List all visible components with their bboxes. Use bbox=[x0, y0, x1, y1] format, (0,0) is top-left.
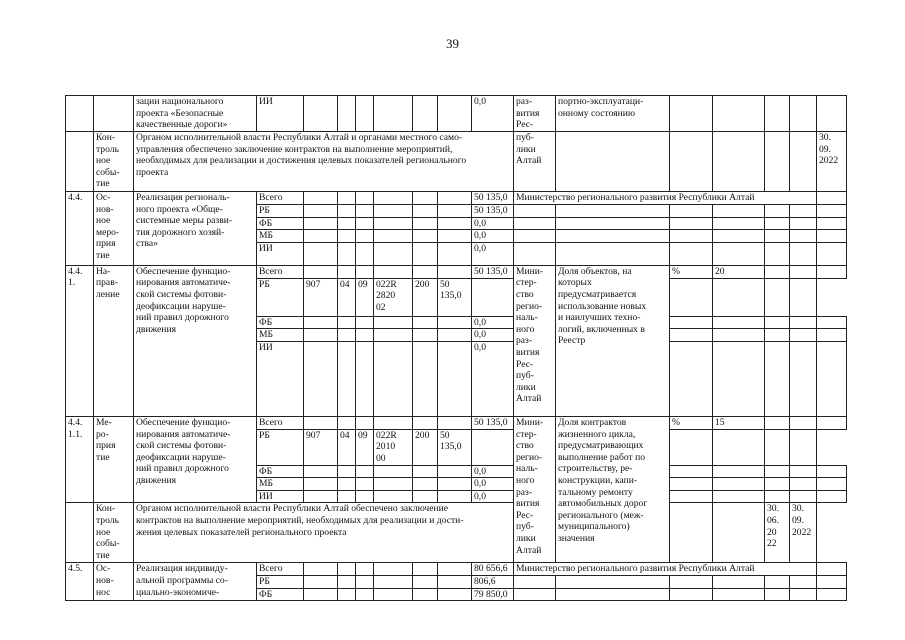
subsection-cell: 09 bbox=[356, 429, 374, 465]
source-cell: ИИ bbox=[257, 96, 304, 132]
source-cell: Всего bbox=[257, 563, 304, 576]
amount-cell: 0,0 bbox=[472, 329, 514, 342]
source-cell: ФБ bbox=[257, 316, 304, 329]
executor-cell: пуб- лики Алтай bbox=[514, 132, 556, 192]
table-row bbox=[66, 416, 847, 429]
amount-cell: 50 135,0 bbox=[438, 278, 472, 316]
source-cell: РБ bbox=[257, 278, 304, 316]
source-cell: ИИ bbox=[257, 490, 304, 503]
source-cell: МБ bbox=[257, 478, 304, 491]
executor-cell: Мини- стер- ство регио- наль- ного раз- вития Рес- пуб- лики Алтай bbox=[514, 265, 556, 416]
source-cell: РБ bbox=[257, 575, 304, 588]
source-cell: Всего bbox=[257, 192, 304, 205]
amount-cell: 50 135,0 bbox=[472, 192, 514, 205]
grbs-cell: 907 bbox=[304, 278, 338, 316]
amount-cell: 79 850,0 bbox=[472, 588, 514, 601]
source-cell: ФБ bbox=[257, 588, 304, 601]
source-cell: Всего bbox=[257, 416, 304, 429]
amount-cell: 0,0 bbox=[472, 465, 514, 478]
source-cell: МБ bbox=[257, 329, 304, 342]
row-number: 4.4. 1.1. bbox=[66, 416, 94, 502]
amount-cell: 0,0 bbox=[472, 230, 514, 243]
kind-cell: Кон- троль ное собы- тие bbox=[94, 503, 134, 563]
date-cell: 30. 06. 20 22 bbox=[765, 503, 790, 563]
row-number: 4.5. bbox=[66, 563, 94, 601]
indicator-cell: портно-эксплуатаци- онному состоянию bbox=[556, 96, 670, 132]
amount-cell: 0,0 bbox=[472, 478, 514, 491]
amount-cell: 0,0 bbox=[472, 341, 514, 416]
program-table bbox=[65, 95, 847, 601]
section-cell: 04 bbox=[338, 429, 356, 465]
table-row bbox=[66, 503, 847, 563]
source-cell: ИИ bbox=[257, 341, 304, 416]
name-cell: Обеспечение функцио- нирования автоматиче- ской системы фотови- деофиксации наруше- ний правил дорожного движения bbox=[134, 416, 257, 502]
amount-cell: 0,0 bbox=[472, 316, 514, 329]
table-row bbox=[66, 563, 847, 576]
unit-cell: % bbox=[670, 416, 713, 429]
kind-cell: Ме- ро- прия тие bbox=[94, 416, 134, 502]
control-event-text: Органом исполнительной власти Республики Алтай и органами местного само- управления обеспечено заключение контрактов на выполнение мероприятий, необходимых для реализации и достижения целевых показателей регионального проекта bbox=[134, 132, 514, 192]
control-event-text: Органом исполнительной власти Республики Алтай обеспечено заключение контрактов на выполнение мероприятий, необходимых для реализации и дости- жения целевых показателей регионального проекта bbox=[134, 503, 514, 563]
amount-cell: 50 135,0 bbox=[472, 205, 514, 218]
kind-cell: Ос- нов- нос bbox=[94, 563, 134, 601]
target-article-cell: 022R 2820 02 bbox=[374, 278, 413, 316]
date-cell: 30. 09. 2022 bbox=[790, 503, 817, 563]
source-cell: МБ bbox=[257, 230, 304, 243]
subsection-cell: 09 bbox=[356, 278, 374, 316]
kind-cell: На- прав- ление bbox=[94, 265, 134, 416]
amount-cell: 0,0 bbox=[472, 490, 514, 503]
amount-cell: 0,0 bbox=[472, 96, 514, 132]
indicator-cell: Доля объектов, на которых предусматривается использование новых и наилучших техно- логий, включенных в Реестр bbox=[556, 265, 670, 416]
amount-cell: 0,0 bbox=[472, 217, 514, 230]
table-row bbox=[66, 96, 847, 132]
executor-cell: Мини- стер- ство регио- наль- ного раз- вития Рес- пуб- лики Алтай bbox=[514, 416, 556, 562]
name-cell: Реализация региональ- ного проекта «Обще- системные меры разви- тия дорожного хозяй- ства» bbox=[134, 192, 257, 266]
page-number: 39 bbox=[446, 36, 459, 51]
table-row bbox=[66, 192, 847, 205]
name-cell: зации национального проекта «Безопасные качественные дороги» bbox=[134, 96, 257, 132]
expense-type-cell: 200 bbox=[413, 429, 438, 465]
row-number: 4.4. 1. bbox=[66, 265, 94, 416]
source-cell: РБ bbox=[257, 205, 304, 218]
kind-cell: Кон- троль ное собы- тие bbox=[94, 132, 134, 192]
expense-type-cell: 200 bbox=[413, 278, 438, 316]
kind-cell: Ос- нов- ное меро- прия тие bbox=[94, 192, 134, 266]
row-number: 4.4. bbox=[66, 192, 94, 266]
name-cell: Обеспечение функцио- нирования автоматиче- ской системы фотови- деофиксации наруше- ний правил дорожного движения bbox=[134, 265, 257, 416]
indicator-cell: Доля контрактов жизненного цикла, предусматривающих выполнение работ по строительству, ре- конструкции, капи- тальному ремонту автомобильных дорог регионального (меж- муниципального) значения bbox=[556, 416, 670, 562]
target-article-cell: 022R 2010 00 bbox=[374, 429, 413, 465]
table-row bbox=[66, 265, 847, 278]
source-cell: ИИ bbox=[257, 242, 304, 265]
source-cell: ФБ bbox=[257, 465, 304, 478]
amount-cell: 80 656,6 bbox=[472, 563, 514, 576]
source-cell: РБ bbox=[257, 429, 304, 465]
section-cell: 04 bbox=[338, 278, 356, 316]
value-cell: 20 bbox=[713, 265, 765, 278]
source-cell: Всего bbox=[257, 265, 304, 278]
amount-cell: 50 135,0 bbox=[438, 429, 472, 465]
executor-cell: Министерство регионального развития Республики Алтай bbox=[514, 192, 817, 205]
amount-cell: 0,0 bbox=[472, 242, 514, 265]
table-row bbox=[66, 132, 847, 192]
unit-cell: % bbox=[670, 265, 713, 278]
source-cell: ФБ bbox=[257, 217, 304, 230]
grbs-cell: 907 bbox=[304, 429, 338, 465]
amount-cell: 806,6 bbox=[472, 575, 514, 588]
date-cell: 30. 09. 2022 bbox=[817, 132, 847, 192]
amount-cell: 50 135,0 bbox=[472, 265, 514, 278]
amount-cell: 50 135,0 bbox=[472, 416, 514, 429]
value-cell: 15 bbox=[713, 416, 765, 429]
executor-cell: раз- вития Рес- bbox=[514, 96, 556, 132]
executor-cell: Министерство регионального развития Республики Алтай bbox=[514, 563, 817, 576]
name-cell: Реализация индивиду- альной программы со- циально-экономиче- bbox=[134, 563, 257, 601]
